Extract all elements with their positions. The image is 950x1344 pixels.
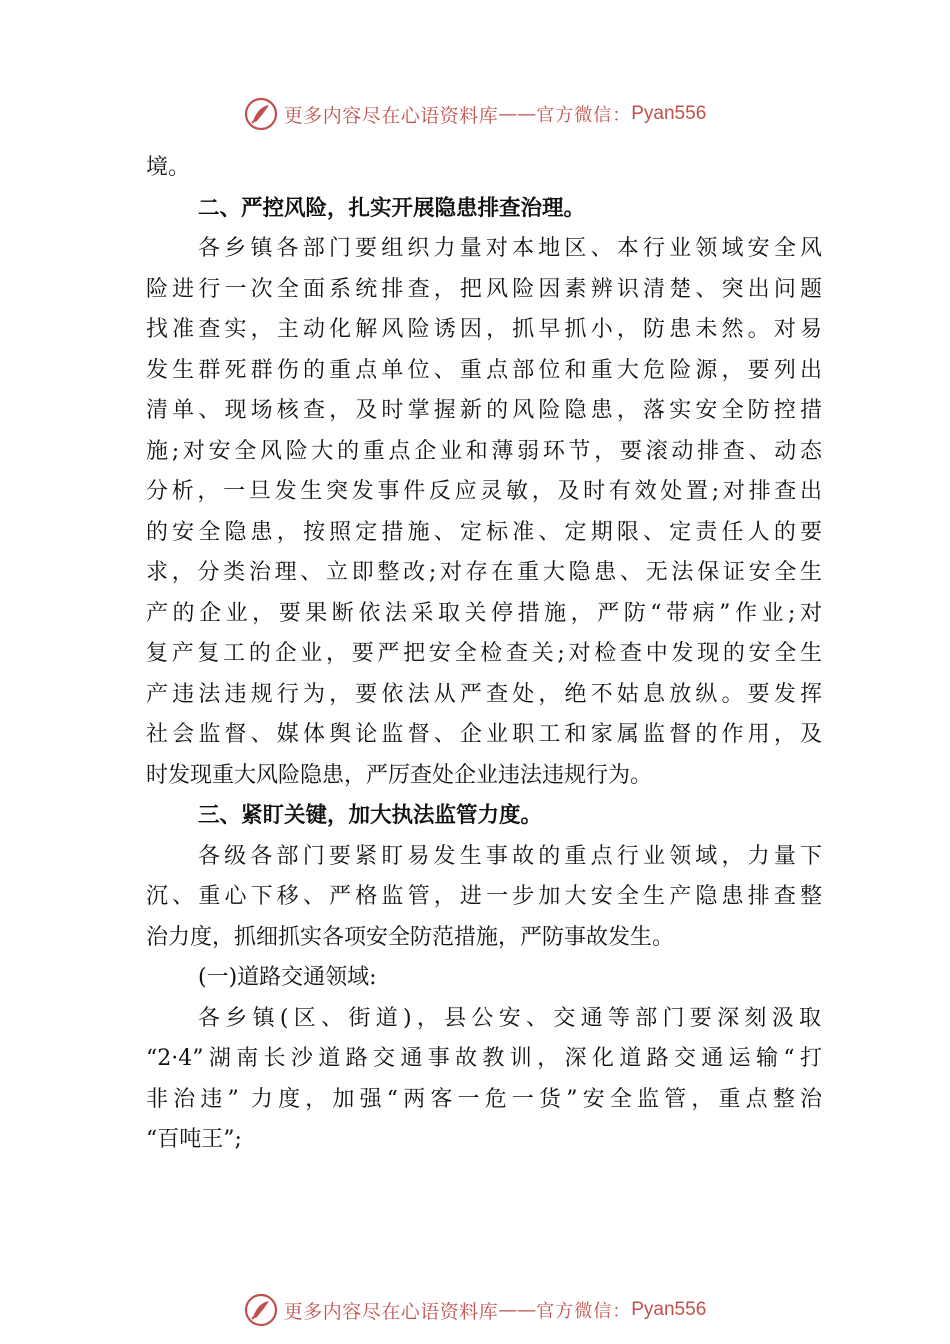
paragraph-line: 各乡镇各部门要组织力量对本地区、本行业领域安全风 bbox=[198, 236, 822, 261]
paragraph-line: 清单、现场核查，及时掌握新的风险隐患，落实安全防控措 bbox=[146, 398, 822, 423]
paragraph-line: 施;对安全风险大的重点企业和薄弱环节，要滚动排查、动态 bbox=[146, 438, 822, 464]
paragraph-line: 分析，一旦发生突发事件反应灵敏，及时有效处置;对排查出 bbox=[146, 479, 822, 504]
header-banner bbox=[0, 94, 950, 134]
footer-brand-text: 更多内容尽在心语资料库 bbox=[283, 1300, 499, 1323]
footer-banner bbox=[0, 1290, 950, 1330]
header-separator: —— bbox=[498, 103, 537, 125]
paragraph-line: 的安全隐患，按照定措施、定标准、定期限、定责任人的要 bbox=[146, 519, 822, 545]
footer-wechat-id: Pyan556 bbox=[631, 1299, 707, 1320]
header-wechat-label: 官方微信： bbox=[536, 105, 632, 126]
paragraph-line: 求，分类治理、立即整改;对存在重大隐患、无法保证安全生 bbox=[146, 560, 822, 585]
brand-logo-icon bbox=[244, 1293, 278, 1327]
paragraph-line: “2·4”湖南长沙道路交通事故教训，深化道路交通运输“打 bbox=[146, 1046, 822, 1071]
paragraph-line: 各乡镇(区、街道)，县公安、交通等部门要深刻汲取 bbox=[198, 1005, 822, 1031]
paragraph-line: 治力度，抓细抓实各项安全防范措施，严防事故发生。 bbox=[146, 924, 675, 950]
header-wechat-id: Pyan556 bbox=[631, 103, 707, 124]
section-heading-2: 二、严控风险，扎实开展隐患排查治理。 bbox=[198, 195, 586, 221]
section-heading-3: 三、紧盯关键，加大执法监管力度。 bbox=[198, 803, 543, 828]
paragraph-line: 产的企业，要果断依法采取关停措施，严防“带病”作业;对 bbox=[146, 600, 822, 626]
document-body bbox=[146, 148, 822, 1161]
paragraph-line: 产违法违规行为，要依法从严查处，绝不姑息放纵。要发挥 bbox=[146, 681, 822, 707]
subsection-heading: (一)道路交通领域: bbox=[198, 965, 377, 990]
paragraph-line: 发生群死群伤的重点单位、重点部位和重大危险源，要列出 bbox=[146, 357, 822, 383]
paragraph-line: 境。 bbox=[146, 155, 191, 180]
paragraph-line: 险进行一次全面系统排查，把风险因素辨识清楚、突出问题 bbox=[146, 276, 822, 302]
paragraph-line: 找准查实，主动化解风险诱因，抓早抓小，防患未然。对易 bbox=[146, 317, 822, 342]
header-brand-text: 更多内容尽在心语资料库 bbox=[283, 104, 499, 127]
footer-separator: —— bbox=[498, 1299, 537, 1321]
paragraph-line: 非治违” 力度，加强“两客一危一货”安全监管，重点整治 bbox=[146, 1086, 822, 1112]
paragraph-line: 复产复工的企业，要严把安全检查关;对检查中发现的安全生 bbox=[146, 641, 822, 666]
paragraph-line: 各级各部门要紧盯易发生事故的重点行业领域，力量下 bbox=[198, 843, 822, 869]
paragraph-line: 沉、重心下移、严格监管，进一步加大安全生产隐患排查整 bbox=[146, 884, 822, 909]
paragraph-line: 社会监督、媒体舆论监督、企业职工和家属监督的作用，及 bbox=[146, 722, 822, 747]
footer-wechat-label: 官方微信： bbox=[536, 1301, 632, 1322]
paragraph-line: “百吨王”; bbox=[146, 1127, 242, 1152]
paragraph-line: 时发现重大风险隐患，严厉查处企业违法违规行为。 bbox=[146, 762, 653, 788]
brand-logo-icon bbox=[244, 97, 278, 131]
